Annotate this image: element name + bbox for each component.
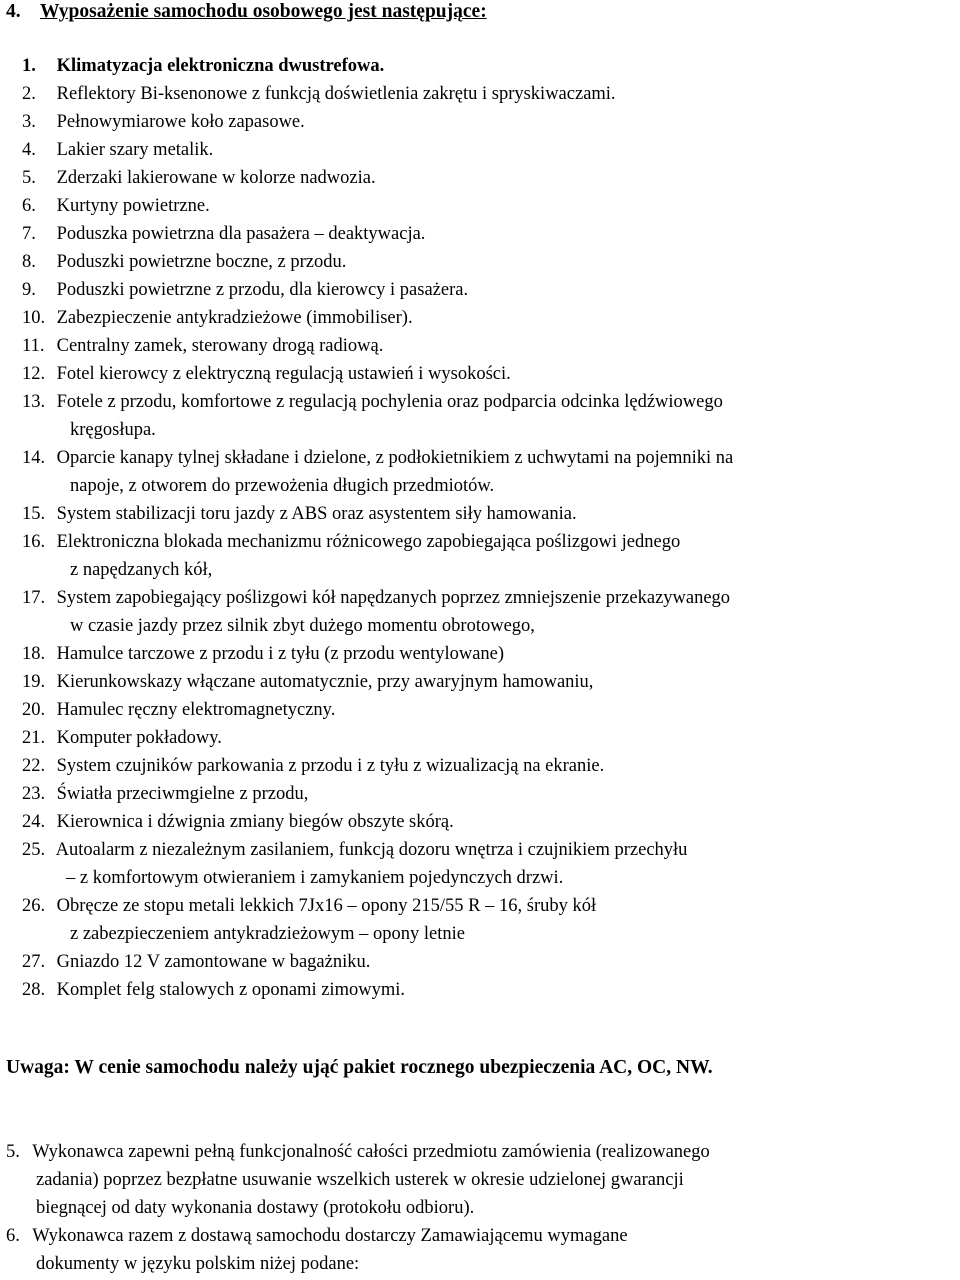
item-text: Kierunkowskazy włączane automatycznie, przy awaryjnym hamowaniu, [56, 672, 594, 692]
list-item [22, 668, 957, 696]
item-text: Zabezpieczenie antykradzieżowe (immobiliser). [56, 308, 413, 328]
list-item [22, 220, 957, 248]
item-text: Gniazdo 12 V zamontowane w bagażniku. [56, 952, 371, 972]
item-text: Lakier szary metalik. [56, 140, 214, 160]
list-item [22, 52, 957, 80]
list-item [22, 276, 957, 304]
item-number: 5. [22, 168, 36, 188]
paragraph-text: Wykonawca zapewni pełną funkcjonalność całości przedmiotu zamówienia (realizowanego [32, 1142, 710, 1162]
section-heading [6, 0, 487, 24]
item-text: Reflektory Bi-ksenonowe z funkcją doświetlenia zakrętu i spryskiwaczami. [56, 84, 616, 104]
item-number: 10. [22, 308, 46, 328]
list-item [22, 948, 957, 976]
item-number: 17. [22, 588, 46, 608]
list-item [22, 976, 957, 1004]
section-number: 4. [6, 1, 21, 22]
list-item [22, 80, 957, 108]
list-item [22, 780, 957, 808]
item-number: 25. [22, 840, 46, 860]
item-text: System zapobiegający poślizgowi kół napędzanych poprzez zmniejszenie przekazywanego [56, 588, 731, 608]
list-item [22, 192, 957, 220]
list-item [22, 528, 957, 584]
item-number: 4. [22, 140, 36, 160]
item-text: Pełnowymiarowe koło zapasowe. [56, 112, 305, 132]
item-text: Poduszki powietrzne z przodu, dla kierowcy i pasażera. [56, 280, 469, 300]
item-number: 11. [22, 336, 45, 356]
list-item [22, 136, 957, 164]
item-text: Zderzaki lakierowane w kolorze nadwozia. [56, 168, 376, 188]
item-continuation: w czasie jazdy przez silnik zbyt dużego momentu obrotowego, [70, 616, 535, 636]
equipment-list [22, 52, 957, 1004]
item-number: 16. [22, 532, 46, 552]
list-item [22, 164, 957, 192]
paragraph-continuation: zadania) poprzez bezpłatne usuwanie wszelkich usterek w okresie udzielonej gwarancji [36, 1170, 684, 1190]
item-number: 7. [22, 224, 36, 244]
item-number: 19. [22, 672, 46, 692]
item-continuation: napoje, z otworem do przewożenia długich przedmiotów. [70, 476, 495, 496]
list-item [22, 360, 957, 388]
item-number: 26. [22, 896, 46, 916]
paragraph-continuation: dokumenty w języku polskim niżej podane: [36, 1254, 360, 1274]
item-text: Oparcie kanapy tylnej składane i dzielone, z podłokietnikiem z uchwytami na pojemniki na [56, 448, 734, 468]
item-number: 12. [22, 364, 46, 384]
item-continuation: kręgosłupa. [70, 420, 156, 440]
item-number: 13. [22, 392, 46, 412]
paragraph-6 [6, 1222, 956, 1278]
item-number: 3. [22, 112, 36, 132]
item-text: Hamulce tarczowe z przodu i z tyłu (z przodu wentylowane) [56, 644, 505, 664]
paragraph-number: 6. [6, 1226, 20, 1246]
list-item [22, 388, 957, 444]
item-number: 15. [22, 504, 46, 524]
list-item [22, 724, 957, 752]
item-text: Obręcze ze stopu metali lekkich 7Jx16 – opony 215/55 R – 16, śruby kół [56, 896, 597, 916]
item-number: 18. [22, 644, 46, 664]
list-item [22, 892, 957, 948]
item-number: 2. [22, 84, 36, 104]
item-number: 9. [22, 280, 36, 300]
item-number: 6. [22, 196, 36, 216]
item-continuation: z napędzanych kół, [70, 560, 213, 580]
paragraph-text: Wykonawca razem z dostawą samochodu dostarczy Zamawiającemu wymagane [32, 1226, 628, 1246]
list-item [22, 500, 957, 528]
item-text: Poduszki powietrzne boczne, z przodu. [56, 252, 347, 272]
item-text: System czujników parkowania z przodu i z tyłu z wizualizacją na ekranie. [56, 756, 605, 776]
item-number: 20. [22, 700, 46, 720]
list-item [22, 108, 957, 136]
item-number: 14. [22, 448, 46, 468]
item-text: Klimatyzacja elektroniczna dwustrefowa. [56, 56, 385, 76]
item-text: Hamulec ręczny elektromagnetyczny. [56, 700, 336, 720]
item-number: 28. [22, 980, 46, 1000]
paragraph-5 [6, 1138, 956, 1222]
item-number: 27. [22, 952, 46, 972]
item-text: Komputer pokładowy. [56, 728, 222, 748]
item-number: 1. [22, 56, 36, 76]
list-item [22, 752, 957, 780]
item-text: Poduszka powietrzna dla pasażera – deaktywacja. [56, 224, 426, 244]
item-number: 21. [22, 728, 46, 748]
item-text: Elektroniczna blokada mechanizmu różnicowego zapobiegająca poślizgowi jednego [56, 532, 681, 552]
list-item [22, 584, 957, 640]
insurance-note: Uwaga: W cenie samochodu należy ująć pakiet rocznego ubezpieczenia AC, OC, NW. [6, 1057, 713, 1078]
list-item [22, 836, 957, 892]
paragraph-continuation: biegnącej od daty wykonania dostawy (protokołu odbioru). [36, 1198, 475, 1218]
item-text: Kurtyny powietrzne. [56, 196, 210, 216]
item-number: 23. [22, 784, 46, 804]
list-item [22, 808, 957, 836]
list-item [22, 696, 957, 724]
paragraph-number: 5. [6, 1142, 20, 1162]
section-title: Wyposażenie samochodu osobowego jest następujące: [40, 1, 487, 22]
item-text: Fotel kierowcy z elektryczną regulacją ustawień i wysokości. [56, 364, 511, 384]
item-text: Komplet felg stalowych z oponami zimowymi. [56, 980, 405, 1000]
item-continuation: z zabezpieczeniem antykradzieżowym – opony letnie [70, 924, 465, 944]
list-item [22, 248, 957, 276]
item-text: Autoalarm z niezależnym zasilaniem, funkcją dozoru wnętrza i czujnikiem przechyłu [55, 840, 688, 860]
list-item [22, 444, 957, 500]
list-item [22, 640, 957, 668]
list-item [22, 332, 957, 360]
item-text: Światła przeciwmgielne z przodu, [56, 784, 309, 804]
item-continuation: – z komfortowym otwieraniem i zamykaniem pojedynczych drzwi. [66, 868, 564, 888]
item-text: Centralny zamek, sterowany drogą radiową. [56, 336, 384, 356]
item-number: 24. [22, 812, 46, 832]
item-text: Kierownica i dźwignia zmiany biegów obszyte skórą. [56, 812, 454, 832]
item-text: Fotele z przodu, komfortowe z regulacją pochylenia oraz podparcia odcinka lędźwiowego [56, 392, 723, 412]
item-number: 22. [22, 756, 46, 776]
item-number: 8. [22, 252, 36, 272]
list-item [22, 304, 957, 332]
item-text: System stabilizacji toru jazdy z ABS oraz asystentem siły hamowania. [56, 504, 577, 524]
